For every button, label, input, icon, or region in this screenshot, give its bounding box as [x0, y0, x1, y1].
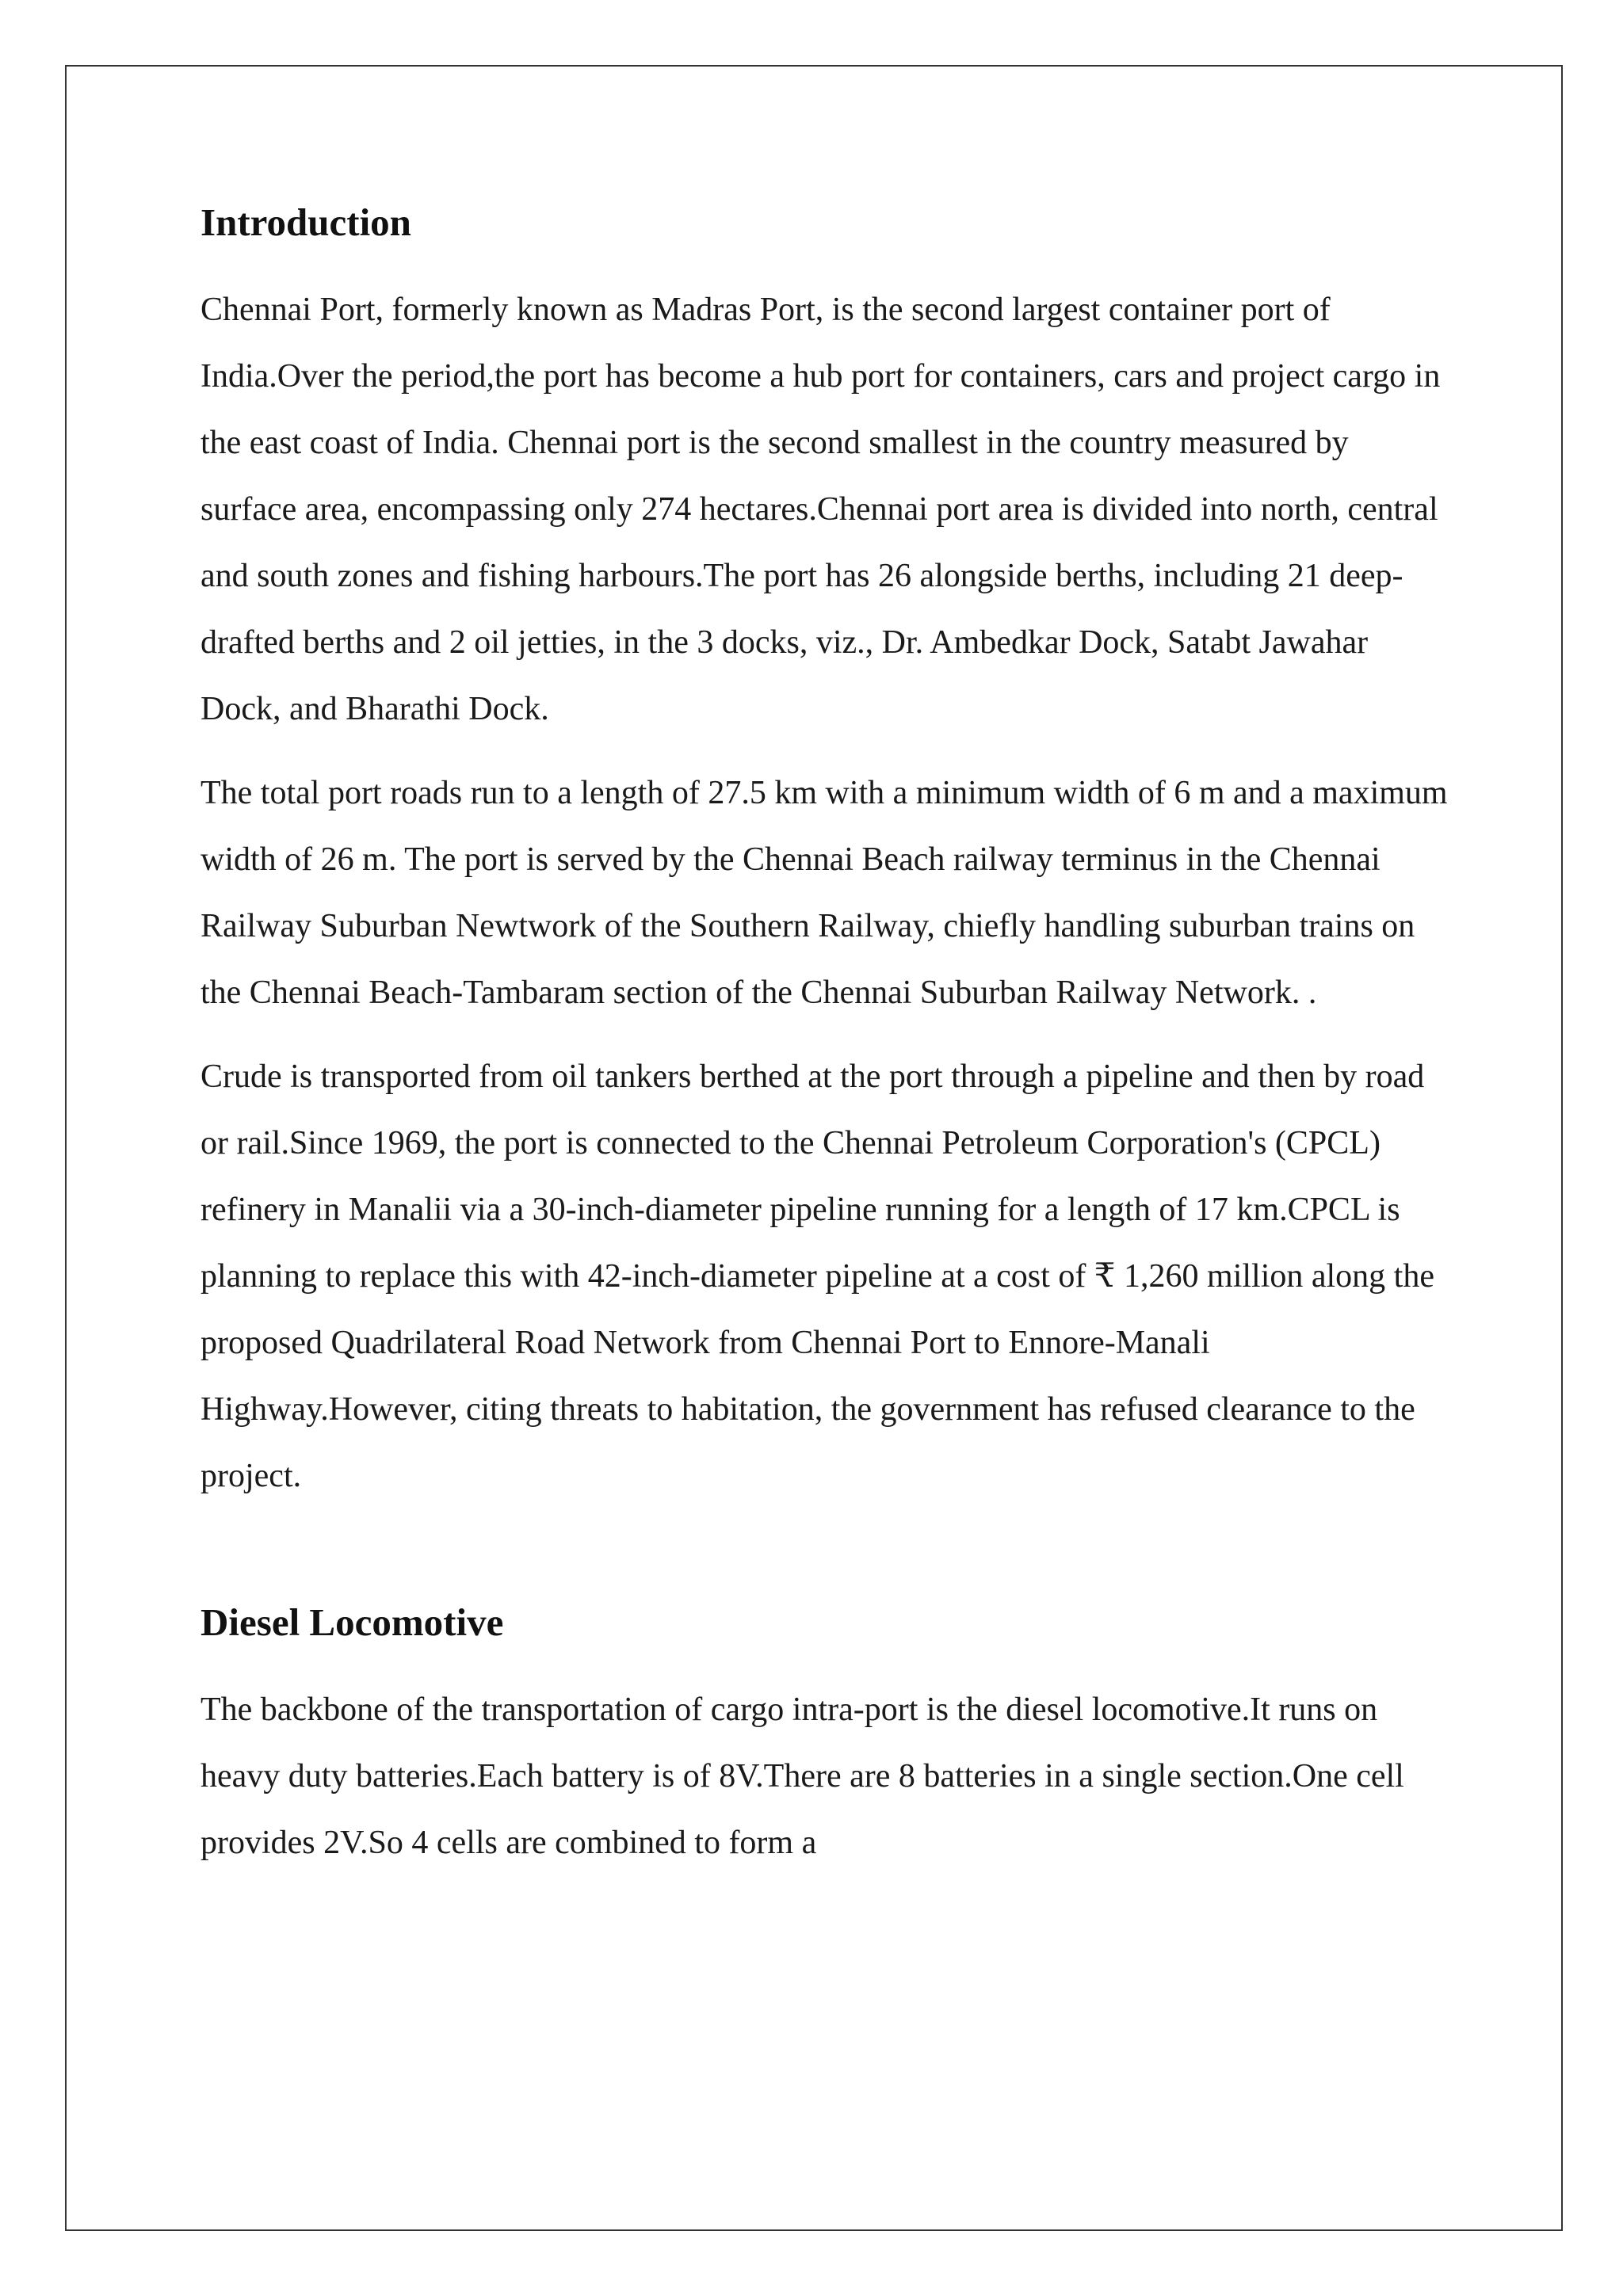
- section-introduction: [200, 200, 1453, 1509]
- paragraph: Crude is transported from oil tankers berthed at the port through a pipeline and then by road or rail.Since 1969, the port is connected to the Chennai Petroleum Corporation's (CPCL) refinery in Manalii via a 30-inch-diameter pipeline running for a length of 17 km.CPCL is planning to replace this with 42-inch-diameter pipeline at a cost of ₹ 1,260 million along the proposed Quadrilateral Road Network from Chennai Port to Ennore-Manali Highway.However, citing threats to habitation, the government has refused clearance to the project.: [200, 1058, 1434, 1494]
- paragraph: The backbone of the transportation of cargo intra-port is the diesel locomotive.It runs on heavy duty batteries.Each battery is of 8V.There are 8 batteries in a single section.One cell provides 2V.So 4 cells are combined to form a: [200, 1691, 1404, 1861]
- paragraph: Chennai Port, formerly known as Madras Port, is the second largest container port of India.Over the period,the port has become a hub port for containers, cars and project cargo in the east coast of India. Chennai port is the second smallest in the country measured by surface area, encompassing only 274 hectares.Chennai port area is divided into north, central and south zones and fishing harbours.The port has 26 alongside berths, including 21 deep-drafted berths and 2 oil jetties, in the 3 docks, viz., Dr. Ambedkar Dock, Satabt Jawahar Dock, and Bharathi Dock.: [200, 291, 1441, 727]
- section-diesel-locomotive: [200, 1600, 1453, 1876]
- section-heading: Diesel Locomotive: [200, 1600, 504, 1644]
- section-spacer: [200, 1527, 1453, 1600]
- paragraph: The total port roads run to a length of 27.5 km with a minimum width of 6 m and a maximum width of 26 m. The port is served by the Chennai Beach railway terminus in the Chennai Railway Suburban Newtwork of the Southern Railway, chiefly handling suburban trains on the Chennai Beach-Tambaram section of the Chennai Suburban Railway Network. .: [200, 774, 1448, 1011]
- document-body: [200, 200, 1453, 1894]
- section-heading: Introduction: [200, 200, 411, 244]
